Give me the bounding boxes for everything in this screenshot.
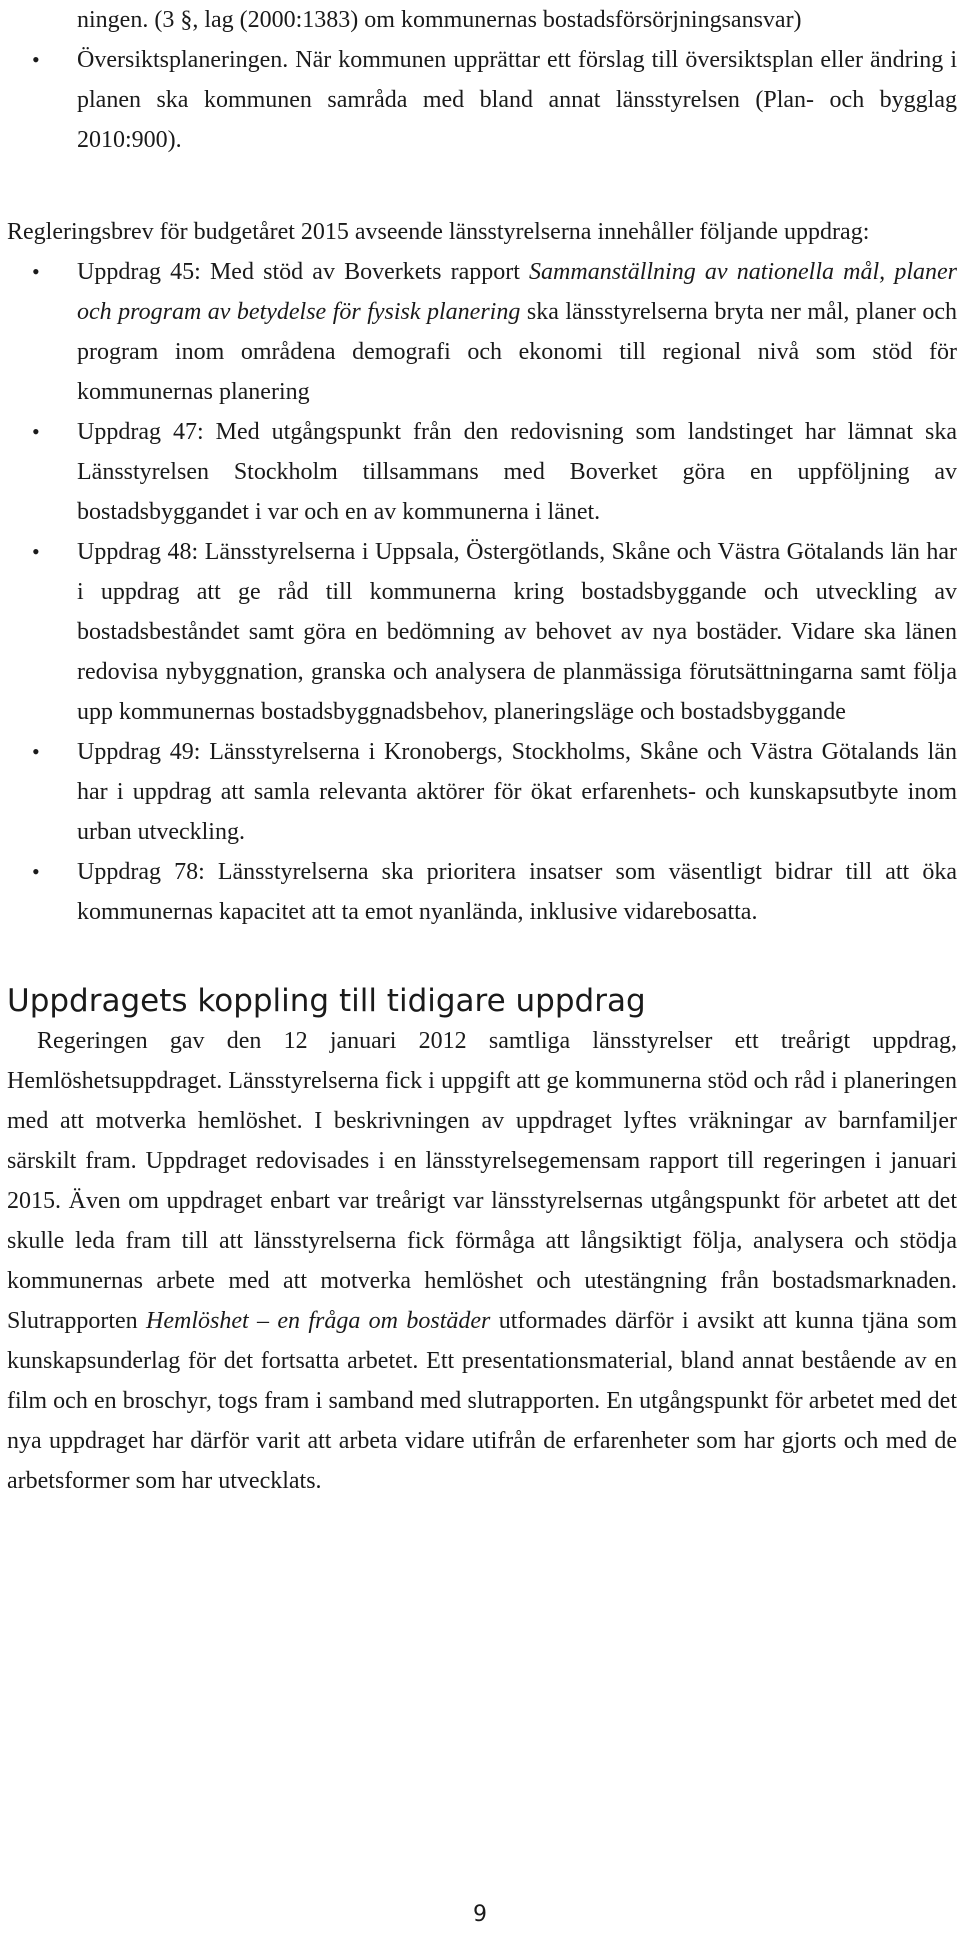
list-item-text: Uppdrag 48: Länsstyrelserna i Uppsala, Östergötlands, Skåne och Västra Götalands län har i uppdrag att ge råd till kommunerna kring bostadsbyggande och utveckling av bostadsbeståndet samt göra en bedömning av behovet av nya bostäder. Vidare ska länen redovisa nybyggnation, granska och analysera de planmässiga förutsättningarna samt följa upp kommunernas bostadsbyggnadsbehov, planeringsläge och bostadsbyggande — [77, 539, 957, 725]
section-heading: Uppdragets koppling till tidigare uppdrag — [7, 983, 646, 1019]
list-item-text: Uppdrag 49: Länsstyrelserna i Kronobergs, Stockholms, Skåne och Västra Götalands län har i uppdrag att samla relevanta aktörer för ökat erfarenhets- och kunskapsutbyte inom urban utveckling. — [77, 739, 957, 845]
bullet-icon: • — [32, 859, 40, 884]
list-item-text: Uppdrag 78: Länsstyrelserna ska prioritera insatser som väsentligt bidrar till att öka kommunernas kapacitet att ta emot nyanlända, inklusive vidarebosatta. — [77, 859, 957, 925]
list-item — [7, 732, 957, 852]
assignment-text: Uppdrag 45: Med stöd av Boverkets rapport — [77, 259, 530, 285]
list-item — [7, 852, 957, 932]
list-item — [7, 412, 957, 532]
list-item-text: ningen. (3 §, lag (2000:1383) om kommunernas bostadsförsörjningsansvar) — [77, 7, 802, 33]
list-item-text: Översiktsplaneringen. När kommunen upprättar ett förslag till översiktsplan eller ändring i planen ska kommunen samråda med bland annat länsstyrelsen (Plan- och bygglag 2010:900). — [77, 47, 957, 153]
page-content — [7, 0, 957, 1501]
page-number: 9 — [473, 1902, 487, 1927]
spacer — [7, 160, 957, 212]
bullet-icon: • — [32, 47, 40, 72]
list-item — [7, 532, 957, 732]
list-item — [7, 0, 957, 40]
section-body — [7, 1021, 957, 1501]
list-item-text: Uppdrag 47: Med utgångspunkt från den redovisning som landstinget har lämnat ska Länsstyrelsen Stockholm tillsammans med Boverket göra en uppföljning av bostadsbyggandet i var och en av kommunerna i länet. — [77, 419, 957, 525]
list-item — [7, 252, 957, 412]
intro-paragraph: Regleringsbrev för budgetåret 2015 avseende länsstyrelserna innehåller följande uppdrag: — [7, 219, 870, 245]
report-title: Hemlöshet – en fråga om bostäder — [146, 1308, 491, 1334]
report-title: Sammanställning av nationella mål, planer och program av betydelse för fysisk planering — [77, 259, 958, 325]
section-text-continued: utformades därför i avsikt att kunna tjäna som kunskapsunderlag för det fortsatta arbetet. Ett presentationsmaterial, bland annat bestående av en film och en broschyr, togs fram i samband med slutrapporten. En utgångspunkt för arbetet med det nya uppdraget har därför varit att arbeta vidare utifrån de erfarenheter som har gjorts och med de arbetsformer som har utvecklats. — [7, 1308, 958, 1494]
spacer — [7, 932, 957, 977]
list-item-text — [77, 252, 957, 412]
assignment-list — [7, 252, 957, 932]
bullet-icon: • — [32, 259, 40, 284]
continued-bullet-list — [7, 0, 957, 160]
bullet-icon: • — [32, 419, 40, 444]
bullet-icon: • — [32, 539, 40, 564]
bullet-icon: • — [32, 739, 40, 764]
section-text: Regeringen gav den 12 januari 2012 samtliga länsstyrelser ett treårigt uppdrag, Hemlöshetsuppdraget. Länsstyrelserna fick i uppgift att ge kommunerna stöd och råd i planeringen med att motverka hemlöshet. I beskrivningen av uppdraget lyftes vräkningar av barnfamiljer särskilt fram. Uppdraget redovisades i en länsstyrelsegemensam rapport till regeringen i januari 2015. Även om uppdraget enbart var treårigt var länsstyrelsernas utgångspunkt för arbetet att det skulle leda fram till att länsstyrelserna fick förmåga att långsiktigt följa, analysera och stödja kommunernas arbete med att motverka hemlöshet och utestängning från bostadsmarknaden. Slutrapporten — [7, 1028, 957, 1334]
assignment-text-continued: ska länsstyrelserna bryta ner mål, planer och program inom områdena demografi och ekonomi till regional nivå som stöd för kommunernas planering — [77, 299, 958, 405]
list-item — [7, 40, 957, 160]
